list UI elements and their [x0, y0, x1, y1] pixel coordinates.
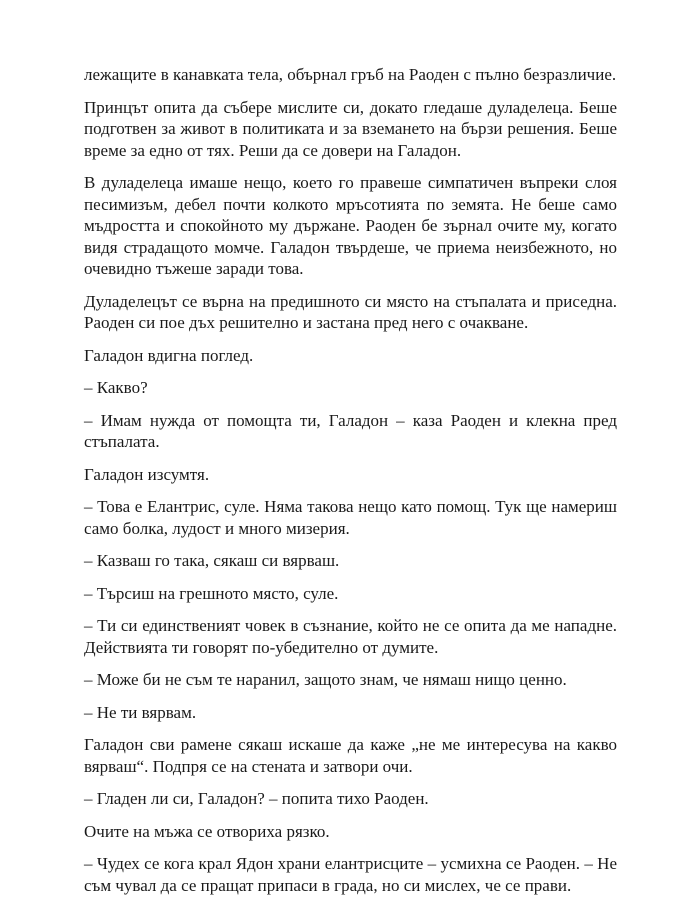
- dialogue-line: – Не ти вярвам.: [84, 702, 197, 722]
- dialogue-line: – Чудех се кога крал Ядон храни елантрисците – усмихна се Раоден. – Не съм чувал да се пращат припаси в града, но си мислех, че се прави.: [84, 854, 617, 895]
- paragraph: лежащите в канавката тела, обърнал гръб на Раоден с пълно безразличие.: [84, 65, 617, 84]
- book-page: [84, 64, 617, 907]
- dialogue-line: – Какво?: [84, 378, 148, 397]
- dialogue-line: – Това е Елантрис, суле. Няма такова нещо като помощ. Тук ще намериш само болка, лудост и много мизерия.: [84, 497, 617, 538]
- paragraph: Очите на мъжа се отвориха рязко.: [84, 821, 330, 841]
- dialogue-line: – Може би не съм те наранил, защото знам, че нямаш нищо ценно.: [84, 670, 567, 689]
- paragraph: Галадон вдигна поглед.: [84, 345, 254, 365]
- dialogue-line: – Имам нужда от помощта ти, Галадон – каза Раоден и клекна пред стъпалата.: [84, 410, 617, 451]
- paragraph: В дуладелеца имаше нещо, което го правеше симпатичен въпреки слоя песимизъм, дебел почти колкото мръсотията по земята. Не беше само мъдростта и спокойното му държане. Раоден бе зърнал очите му, когато видя страдащото момче. Галадон твърдеше, че приема неизбежното, но очевидно тъжеше заради това.: [84, 173, 617, 278]
- paragraph: Дуладелецът се върна на предишното си място на стъпалата и приседна. Раоден си пое дъх решително и застана пред него с очакване.: [84, 291, 617, 332]
- dialogue-line: – Ти си единственият човек в съзнание, който не се опита да ме нападне. Действията ти говорят по-убедително от думите.: [84, 616, 617, 657]
- dialogue-line: – Казваш го така, сякаш си вярваш.: [84, 551, 340, 570]
- dialogue-line: – Търсиш на грешното място, суле.: [84, 583, 339, 603]
- paragraph: Принцът опита да събере мислите си, докато гледаше дуладелеца. Беше подготвен за живот в политиката и за вземането на бързи решения. Беше време за едно от тях. Реши да се довери на Галадон.: [84, 97, 617, 160]
- dialogue-line: – Гладен ли си, Галадон? – попита тихо Раоден.: [84, 789, 429, 808]
- paragraph: Галадон изсумтя.: [84, 464, 210, 484]
- paragraph: Галадон сви рамене сякаш искаше да каже „не ме интересува на какво вярваш“. Подпря се на стената и затвори очи.: [84, 735, 617, 776]
